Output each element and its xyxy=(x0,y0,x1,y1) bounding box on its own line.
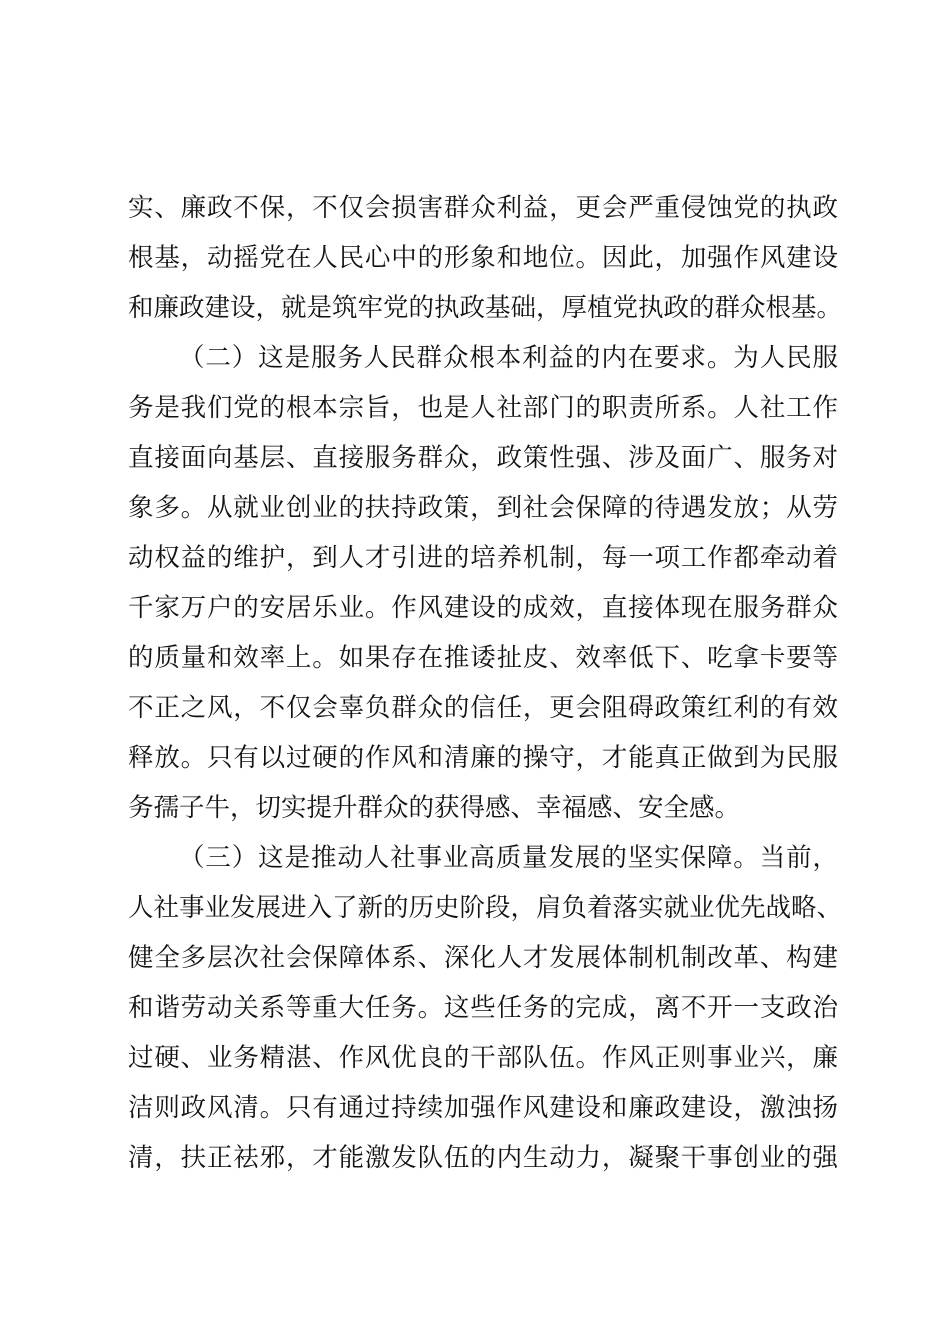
section-heading-line: （三）这是推动人社事业高质量发展的坚实保障。当前， xyxy=(179,843,838,873)
text-line: 务是我们党的根本宗旨，也是人社部门的职责所系。人社工作 xyxy=(128,393,838,423)
text-line: 象多。从就业创业的扶持政策，到社会保障的待遇发放；从劳 xyxy=(128,493,838,523)
text-line: 务孺子牛，切实提升群众的获得感、幸福感、安全感。 xyxy=(128,793,741,823)
text-line: 根基，动摇党在人民心中的形象和地位。因此，加强作风建设 xyxy=(128,243,838,273)
text-line: 实、廉政不保，不仅会损害群众利益，更会严重侵蚀党的执政 xyxy=(128,193,838,223)
body-text xyxy=(128,183,843,1183)
text-line: 直接面向基层、直接服务群众，政策性强、涉及面广、服务对 xyxy=(128,443,838,473)
text-line: 人社事业发展进入了新的历史阶段，肩负着落实就业优先战略、 xyxy=(128,893,843,923)
text-line: 健全多层次社会保障体系、深化人才发展体制机制改革、构建 xyxy=(128,943,838,973)
text-line: 释放。只有以过硬的作风和清廉的操守，才能真正做到为民服 xyxy=(128,743,838,773)
text-line: 动权益的维护，到人才引进的培养机制，每一项工作都牵动着 xyxy=(128,543,838,573)
text-line: 的质量和效率上。如果存在推诿扯皮、效率低下、吃拿卡要等 xyxy=(128,643,838,673)
section-heading-line: （二）这是服务人民群众根本利益的内在要求。为人民服 xyxy=(179,343,838,373)
text-line: 不正之风，不仅会辜负群众的信任，更会阻碍政策红利的有效 xyxy=(128,693,838,723)
text-line: 和廉政建设，就是筑牢党的执政基础，厚植党执政的群众根基。 xyxy=(128,293,843,323)
text-line: 清，扶正祛邪，才能激发队伍的内生动力，凝聚干事创业的强 xyxy=(128,1143,838,1173)
text-line: 和谐劳动关系等重大任务。这些任务的完成，离不开一支政治 xyxy=(128,993,838,1023)
text-line: 洁则政风清。只有通过持续加强作风建设和廉政建设，激浊扬 xyxy=(128,1093,838,1123)
text-line: 千家万户的安居乐业。作风建设的成效，直接体现在服务群众 xyxy=(128,593,838,623)
text-line: 过硬、业务精湛、作风优良的干部队伍。作风正则事业兴，廉 xyxy=(128,1043,838,1073)
